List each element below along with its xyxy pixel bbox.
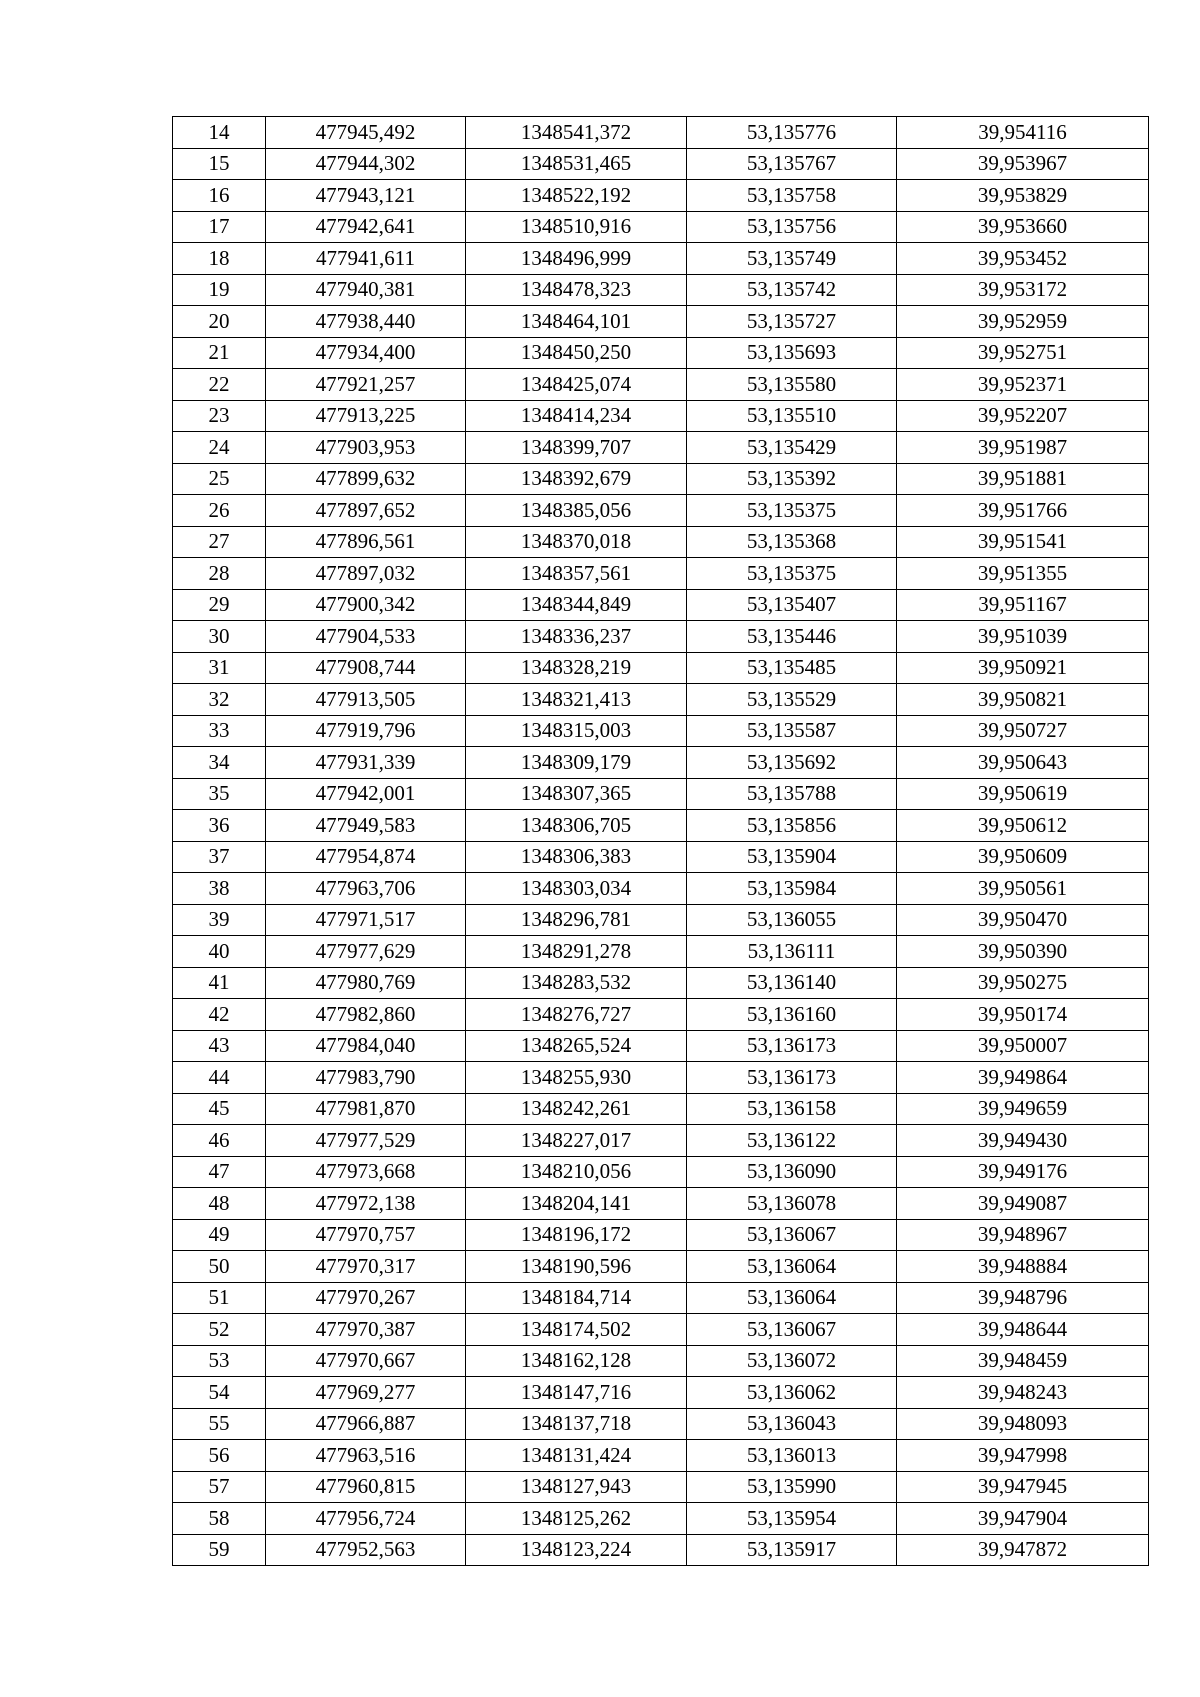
- longitude-cell: 39,951987: [897, 432, 1149, 464]
- table-row: [173, 621, 1149, 653]
- point-number-cell: 25: [173, 463, 266, 495]
- x-coordinate-cell: 477942,641: [266, 211, 466, 243]
- x-coordinate-cell: 477941,611: [266, 243, 466, 275]
- latitude-cell: 53,136013: [687, 1440, 897, 1472]
- latitude-cell: 53,135788: [687, 778, 897, 810]
- latitude-cell: 53,136064: [687, 1251, 897, 1283]
- table-row: [173, 117, 1149, 149]
- point-number-cell: 30: [173, 621, 266, 653]
- y-coordinate-cell: 1348204,141: [466, 1188, 687, 1220]
- y-coordinate-cell: 1348276,727: [466, 999, 687, 1031]
- latitude-cell: 53,136090: [687, 1156, 897, 1188]
- table-row: [173, 589, 1149, 621]
- x-coordinate-cell: 477903,953: [266, 432, 466, 464]
- longitude-cell: 39,950470: [897, 904, 1149, 936]
- longitude-cell: 39,950727: [897, 715, 1149, 747]
- latitude-cell: 53,135756: [687, 211, 897, 243]
- y-coordinate-cell: 1348321,413: [466, 684, 687, 716]
- point-number-cell: 58: [173, 1503, 266, 1535]
- latitude-cell: 53,135917: [687, 1534, 897, 1566]
- y-coordinate-cell: 1348414,234: [466, 400, 687, 432]
- longitude-cell: 39,953660: [897, 211, 1149, 243]
- table-row: [173, 652, 1149, 684]
- y-coordinate-cell: 1348385,056: [466, 495, 687, 527]
- table-row: [173, 1408, 1149, 1440]
- x-coordinate-cell: 477949,583: [266, 810, 466, 842]
- point-number-cell: 47: [173, 1156, 266, 1188]
- x-coordinate-cell: 477896,561: [266, 526, 466, 558]
- y-coordinate-cell: 1348303,034: [466, 873, 687, 905]
- x-coordinate-cell: 477897,652: [266, 495, 466, 527]
- y-coordinate-cell: 1348123,224: [466, 1534, 687, 1566]
- y-coordinate-cell: 1348184,714: [466, 1282, 687, 1314]
- y-coordinate-cell: 1348328,219: [466, 652, 687, 684]
- latitude-cell: 53,135587: [687, 715, 897, 747]
- table-row: [173, 558, 1149, 590]
- y-coordinate-cell: 1348196,172: [466, 1219, 687, 1251]
- longitude-cell: 39,948796: [897, 1282, 1149, 1314]
- table-row: [173, 274, 1149, 306]
- longitude-cell: 39,950390: [897, 936, 1149, 968]
- x-coordinate-cell: 477966,887: [266, 1408, 466, 1440]
- x-coordinate-cell: 477913,505: [266, 684, 466, 716]
- point-number-cell: 35: [173, 778, 266, 810]
- y-coordinate-cell: 1348541,372: [466, 117, 687, 149]
- table-row: [173, 1314, 1149, 1346]
- point-number-cell: 17: [173, 211, 266, 243]
- x-coordinate-cell: 477931,339: [266, 747, 466, 779]
- y-coordinate-cell: 1348315,003: [466, 715, 687, 747]
- latitude-cell: 53,136173: [687, 1030, 897, 1062]
- y-coordinate-cell: 1348344,849: [466, 589, 687, 621]
- y-coordinate-cell: 1348531,465: [466, 148, 687, 180]
- table-row: [173, 1471, 1149, 1503]
- longitude-cell: 39,951039: [897, 621, 1149, 653]
- point-number-cell: 51: [173, 1282, 266, 1314]
- x-coordinate-cell: 477983,790: [266, 1062, 466, 1094]
- point-number-cell: 48: [173, 1188, 266, 1220]
- point-number-cell: 27: [173, 526, 266, 558]
- table-row: [173, 148, 1149, 180]
- point-number-cell: 50: [173, 1251, 266, 1283]
- longitude-cell: 39,951167: [897, 589, 1149, 621]
- point-number-cell: 34: [173, 747, 266, 779]
- longitude-cell: 39,950821: [897, 684, 1149, 716]
- point-number-cell: 44: [173, 1062, 266, 1094]
- y-coordinate-cell: 1348425,074: [466, 369, 687, 401]
- y-coordinate-cell: 1348283,532: [466, 967, 687, 999]
- latitude-cell: 53,136140: [687, 967, 897, 999]
- point-number-cell: 54: [173, 1377, 266, 1409]
- latitude-cell: 53,135856: [687, 810, 897, 842]
- point-number-cell: 33: [173, 715, 266, 747]
- y-coordinate-cell: 1348147,716: [466, 1377, 687, 1409]
- table-row: [173, 841, 1149, 873]
- table-row: [173, 369, 1149, 401]
- longitude-cell: 39,948093: [897, 1408, 1149, 1440]
- x-coordinate-cell: 477940,381: [266, 274, 466, 306]
- longitude-cell: 39,950561: [897, 873, 1149, 905]
- table-row: [173, 306, 1149, 338]
- latitude-cell: 53,135693: [687, 337, 897, 369]
- latitude-cell: 53,135904: [687, 841, 897, 873]
- point-number-cell: 24: [173, 432, 266, 464]
- point-number-cell: 45: [173, 1093, 266, 1125]
- longitude-cell: 39,952959: [897, 306, 1149, 338]
- longitude-cell: 39,951881: [897, 463, 1149, 495]
- x-coordinate-cell: 477980,769: [266, 967, 466, 999]
- point-number-cell: 28: [173, 558, 266, 590]
- table-row: [173, 778, 1149, 810]
- longitude-cell: 39,947945: [897, 1471, 1149, 1503]
- table-row: [173, 810, 1149, 842]
- latitude-cell: 53,135392: [687, 463, 897, 495]
- latitude-cell: 53,135375: [687, 558, 897, 590]
- point-number-cell: 18: [173, 243, 266, 275]
- longitude-cell: 39,951766: [897, 495, 1149, 527]
- x-coordinate-cell: 477970,267: [266, 1282, 466, 1314]
- y-coordinate-cell: 1348450,250: [466, 337, 687, 369]
- longitude-cell: 39,953967: [897, 148, 1149, 180]
- longitude-cell: 39,954116: [897, 117, 1149, 149]
- latitude-cell: 53,136067: [687, 1219, 897, 1251]
- longitude-cell: 39,947904: [897, 1503, 1149, 1535]
- y-coordinate-cell: 1348137,718: [466, 1408, 687, 1440]
- table-row: [173, 999, 1149, 1031]
- latitude-cell: 53,135446: [687, 621, 897, 653]
- x-coordinate-cell: 477960,815: [266, 1471, 466, 1503]
- point-number-cell: 59: [173, 1534, 266, 1566]
- x-coordinate-cell: 477970,317: [266, 1251, 466, 1283]
- y-coordinate-cell: 1348392,679: [466, 463, 687, 495]
- y-coordinate-cell: 1348255,930: [466, 1062, 687, 1094]
- y-coordinate-cell: 1348190,596: [466, 1251, 687, 1283]
- x-coordinate-cell: 477954,874: [266, 841, 466, 873]
- longitude-cell: 39,949176: [897, 1156, 1149, 1188]
- latitude-cell: 53,135758: [687, 180, 897, 212]
- longitude-cell: 39,948459: [897, 1345, 1149, 1377]
- longitude-cell: 39,951541: [897, 526, 1149, 558]
- latitude-cell: 53,136043: [687, 1408, 897, 1440]
- table-row: [173, 463, 1149, 495]
- x-coordinate-cell: 477904,533: [266, 621, 466, 653]
- point-number-cell: 52: [173, 1314, 266, 1346]
- x-coordinate-cell: 477913,225: [266, 400, 466, 432]
- x-coordinate-cell: 477972,138: [266, 1188, 466, 1220]
- table-row: [173, 526, 1149, 558]
- latitude-cell: 53,136173: [687, 1062, 897, 1094]
- latitude-cell: 53,136111: [687, 936, 897, 968]
- point-number-cell: 57: [173, 1471, 266, 1503]
- y-coordinate-cell: 1348399,707: [466, 432, 687, 464]
- table-row: [173, 495, 1149, 527]
- latitude-cell: 53,135749: [687, 243, 897, 275]
- table-row: [173, 715, 1149, 747]
- y-coordinate-cell: 1348309,179: [466, 747, 687, 779]
- table-row: [173, 337, 1149, 369]
- table-row: [173, 211, 1149, 243]
- coordinates-table: [172, 116, 1149, 1566]
- longitude-cell: 39,948243: [897, 1377, 1149, 1409]
- x-coordinate-cell: 477945,492: [266, 117, 466, 149]
- latitude-cell: 53,135580: [687, 369, 897, 401]
- longitude-cell: 39,947872: [897, 1534, 1149, 1566]
- table-row: [173, 1156, 1149, 1188]
- longitude-cell: 39,950609: [897, 841, 1149, 873]
- table-row: [173, 1188, 1149, 1220]
- longitude-cell: 39,949430: [897, 1125, 1149, 1157]
- longitude-cell: 39,953829: [897, 180, 1149, 212]
- x-coordinate-cell: 477977,629: [266, 936, 466, 968]
- x-coordinate-cell: 477963,706: [266, 873, 466, 905]
- y-coordinate-cell: 1348296,781: [466, 904, 687, 936]
- point-number-cell: 14: [173, 117, 266, 149]
- latitude-cell: 53,136160: [687, 999, 897, 1031]
- longitude-cell: 39,952751: [897, 337, 1149, 369]
- latitude-cell: 53,135375: [687, 495, 897, 527]
- latitude-cell: 53,136122: [687, 1125, 897, 1157]
- x-coordinate-cell: 477934,400: [266, 337, 466, 369]
- latitude-cell: 53,135692: [687, 747, 897, 779]
- table-row: [173, 1377, 1149, 1409]
- y-coordinate-cell: 1348522,192: [466, 180, 687, 212]
- longitude-cell: 39,950619: [897, 778, 1149, 810]
- point-number-cell: 36: [173, 810, 266, 842]
- y-coordinate-cell: 1348131,424: [466, 1440, 687, 1472]
- y-coordinate-cell: 1348306,383: [466, 841, 687, 873]
- table-row: [173, 1062, 1149, 1094]
- latitude-cell: 53,136072: [687, 1345, 897, 1377]
- latitude-cell: 53,136064: [687, 1282, 897, 1314]
- longitude-cell: 39,948644: [897, 1314, 1149, 1346]
- y-coordinate-cell: 1348357,561: [466, 558, 687, 590]
- point-number-cell: 42: [173, 999, 266, 1031]
- latitude-cell: 53,135529: [687, 684, 897, 716]
- point-number-cell: 19: [173, 274, 266, 306]
- x-coordinate-cell: 477963,516: [266, 1440, 466, 1472]
- point-number-cell: 37: [173, 841, 266, 873]
- point-number-cell: 26: [173, 495, 266, 527]
- latitude-cell: 53,135742: [687, 274, 897, 306]
- x-coordinate-cell: 477919,796: [266, 715, 466, 747]
- longitude-cell: 39,950007: [897, 1030, 1149, 1062]
- longitude-cell: 39,953452: [897, 243, 1149, 275]
- table-row: [173, 1093, 1149, 1125]
- point-number-cell: 56: [173, 1440, 266, 1472]
- latitude-cell: 53,135776: [687, 117, 897, 149]
- y-coordinate-cell: 1348265,524: [466, 1030, 687, 1062]
- y-coordinate-cell: 1348306,705: [466, 810, 687, 842]
- latitude-cell: 53,135510: [687, 400, 897, 432]
- point-number-cell: 41: [173, 967, 266, 999]
- longitude-cell: 39,949864: [897, 1062, 1149, 1094]
- table-row: [173, 747, 1149, 779]
- longitude-cell: 39,949087: [897, 1188, 1149, 1220]
- x-coordinate-cell: 477943,121: [266, 180, 466, 212]
- x-coordinate-cell: 477970,757: [266, 1219, 466, 1251]
- x-coordinate-cell: 477908,744: [266, 652, 466, 684]
- table-row: [173, 1125, 1149, 1157]
- x-coordinate-cell: 477921,257: [266, 369, 466, 401]
- table-row: [173, 904, 1149, 936]
- table-row: [173, 873, 1149, 905]
- x-coordinate-cell: 477971,517: [266, 904, 466, 936]
- point-number-cell: 39: [173, 904, 266, 936]
- latitude-cell: 53,136067: [687, 1314, 897, 1346]
- longitude-cell: 39,948967: [897, 1219, 1149, 1251]
- y-coordinate-cell: 1348336,237: [466, 621, 687, 653]
- table-row: [173, 684, 1149, 716]
- table-row: [173, 1251, 1149, 1283]
- longitude-cell: 39,950921: [897, 652, 1149, 684]
- longitude-cell: 39,948884: [897, 1251, 1149, 1283]
- table-row: [173, 1282, 1149, 1314]
- latitude-cell: 53,135984: [687, 873, 897, 905]
- table-row: [173, 1345, 1149, 1377]
- point-number-cell: 21: [173, 337, 266, 369]
- point-number-cell: 49: [173, 1219, 266, 1251]
- longitude-cell: 39,950612: [897, 810, 1149, 842]
- y-coordinate-cell: 1348162,128: [466, 1345, 687, 1377]
- y-coordinate-cell: 1348174,502: [466, 1314, 687, 1346]
- latitude-cell: 53,135767: [687, 148, 897, 180]
- point-number-cell: 38: [173, 873, 266, 905]
- point-number-cell: 40: [173, 936, 266, 968]
- y-coordinate-cell: 1348242,261: [466, 1093, 687, 1125]
- table-row: [173, 243, 1149, 275]
- x-coordinate-cell: 477897,032: [266, 558, 466, 590]
- point-number-cell: 53: [173, 1345, 266, 1377]
- point-number-cell: 16: [173, 180, 266, 212]
- longitude-cell: 39,950643: [897, 747, 1149, 779]
- point-number-cell: 29: [173, 589, 266, 621]
- x-coordinate-cell: 477900,342: [266, 589, 466, 621]
- point-number-cell: 22: [173, 369, 266, 401]
- latitude-cell: 53,135429: [687, 432, 897, 464]
- x-coordinate-cell: 477981,870: [266, 1093, 466, 1125]
- y-coordinate-cell: 1348478,323: [466, 274, 687, 306]
- latitude-cell: 53,135990: [687, 1471, 897, 1503]
- coordinates-table-body: [173, 117, 1149, 1566]
- x-coordinate-cell: 477956,724: [266, 1503, 466, 1535]
- longitude-cell: 39,951355: [897, 558, 1149, 590]
- latitude-cell: 53,136158: [687, 1093, 897, 1125]
- table-row: [173, 400, 1149, 432]
- longitude-cell: 39,949659: [897, 1093, 1149, 1125]
- x-coordinate-cell: 477944,302: [266, 148, 466, 180]
- longitude-cell: 39,952207: [897, 400, 1149, 432]
- table-row: [173, 432, 1149, 464]
- x-coordinate-cell: 477984,040: [266, 1030, 466, 1062]
- table-row: [173, 1503, 1149, 1535]
- x-coordinate-cell: 477942,001: [266, 778, 466, 810]
- table-row: [173, 967, 1149, 999]
- table-row: [173, 1219, 1149, 1251]
- latitude-cell: 53,136078: [687, 1188, 897, 1220]
- point-number-cell: 20: [173, 306, 266, 338]
- y-coordinate-cell: 1348291,278: [466, 936, 687, 968]
- latitude-cell: 53,135485: [687, 652, 897, 684]
- x-coordinate-cell: 477970,667: [266, 1345, 466, 1377]
- y-coordinate-cell: 1348370,018: [466, 526, 687, 558]
- table-row: [173, 936, 1149, 968]
- x-coordinate-cell: 477970,387: [266, 1314, 466, 1346]
- point-number-cell: 23: [173, 400, 266, 432]
- y-coordinate-cell: 1348210,056: [466, 1156, 687, 1188]
- longitude-cell: 39,950275: [897, 967, 1149, 999]
- latitude-cell: 53,135954: [687, 1503, 897, 1535]
- x-coordinate-cell: 477977,529: [266, 1125, 466, 1157]
- point-number-cell: 15: [173, 148, 266, 180]
- latitude-cell: 53,136062: [687, 1377, 897, 1409]
- y-coordinate-cell: 1348464,101: [466, 306, 687, 338]
- latitude-cell: 53,136055: [687, 904, 897, 936]
- point-number-cell: 55: [173, 1408, 266, 1440]
- x-coordinate-cell: 477952,563: [266, 1534, 466, 1566]
- table-row: [173, 1534, 1149, 1566]
- point-number-cell: 32: [173, 684, 266, 716]
- latitude-cell: 53,135407: [687, 589, 897, 621]
- table-row: [173, 180, 1149, 212]
- table-row: [173, 1440, 1149, 1472]
- y-coordinate-cell: 1348510,916: [466, 211, 687, 243]
- point-number-cell: 31: [173, 652, 266, 684]
- longitude-cell: 39,953172: [897, 274, 1149, 306]
- x-coordinate-cell: 477973,668: [266, 1156, 466, 1188]
- latitude-cell: 53,135727: [687, 306, 897, 338]
- y-coordinate-cell: 1348227,017: [466, 1125, 687, 1157]
- x-coordinate-cell: 477938,440: [266, 306, 466, 338]
- x-coordinate-cell: 477899,632: [266, 463, 466, 495]
- latitude-cell: 53,135368: [687, 526, 897, 558]
- y-coordinate-cell: 1348307,365: [466, 778, 687, 810]
- y-coordinate-cell: 1348127,943: [466, 1471, 687, 1503]
- x-coordinate-cell: 477969,277: [266, 1377, 466, 1409]
- table-row: [173, 1030, 1149, 1062]
- y-coordinate-cell: 1348496,999: [466, 243, 687, 275]
- longitude-cell: 39,950174: [897, 999, 1149, 1031]
- point-number-cell: 46: [173, 1125, 266, 1157]
- longitude-cell: 39,952371: [897, 369, 1149, 401]
- y-coordinate-cell: 1348125,262: [466, 1503, 687, 1535]
- point-number-cell: 43: [173, 1030, 266, 1062]
- longitude-cell: 39,947998: [897, 1440, 1149, 1472]
- x-coordinate-cell: 477982,860: [266, 999, 466, 1031]
